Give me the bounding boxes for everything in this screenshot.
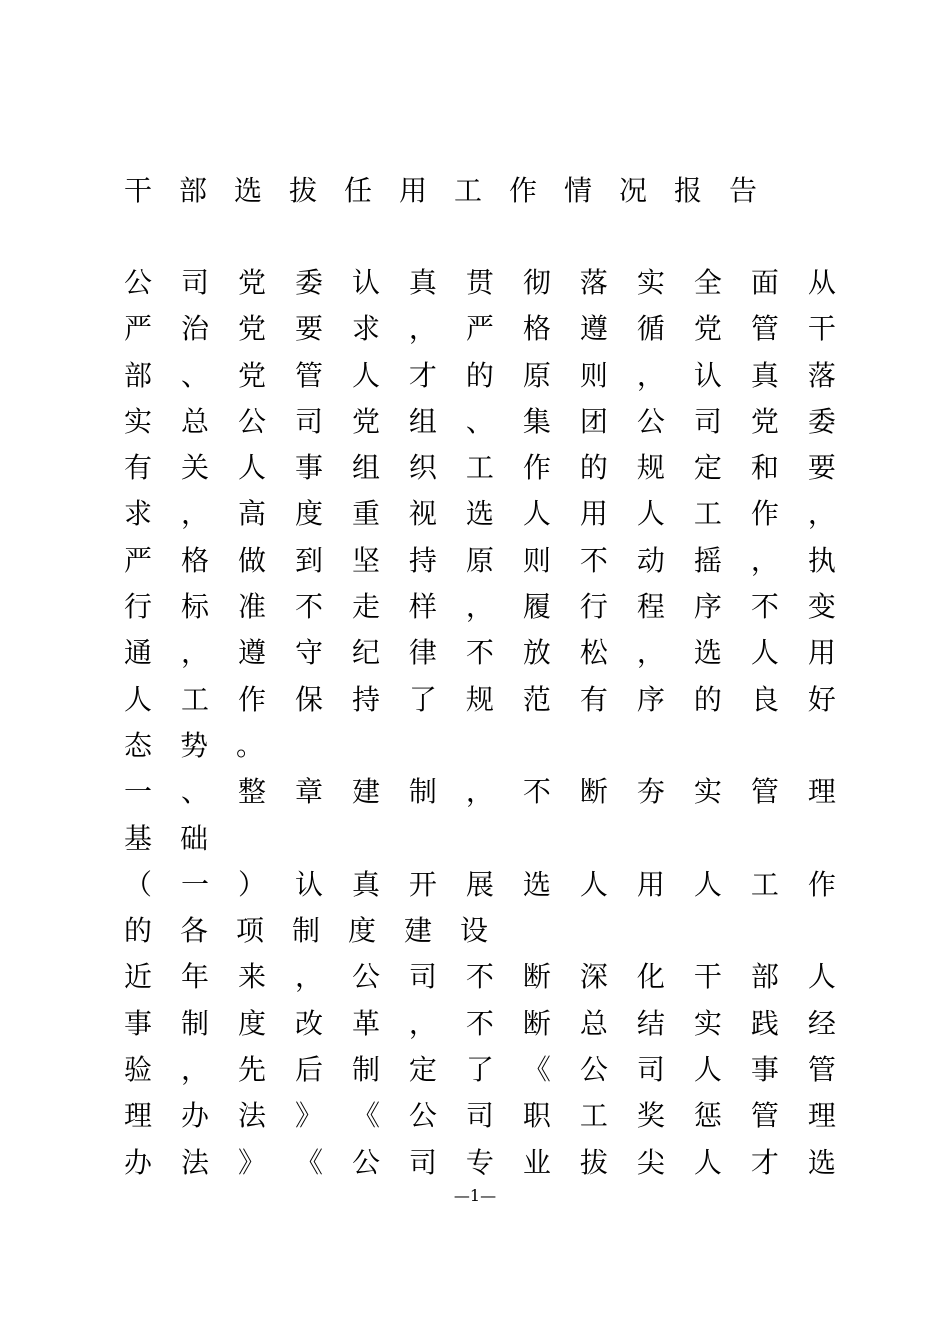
text-line: 有 关 人 事 组 织 工 作 的 规 定 和 要 bbox=[124, 451, 836, 485]
text-line: 事 制 度 改 革 ， 不 断 总 结 实 践 经 bbox=[124, 1006, 836, 1040]
text-line: 理 办 法 》 《 公 司 职 工 奖 惩 管 理 bbox=[124, 1099, 836, 1133]
text-line: 求 ， 高 度 重 视 选 人 用 人 工 作 ， bbox=[124, 497, 836, 531]
text-line: 人 工 作 保 持 了 规 范 有 序 的 良 好 bbox=[124, 682, 836, 716]
text-line: 行 标 准 不 走 样 ， 履 行 程 序 不 变 bbox=[124, 590, 836, 624]
document-body bbox=[124, 262, 836, 1188]
text-line: 近 年 来 ， 公 司 不 断 深 化 干 部 人 bbox=[124, 960, 836, 994]
page-number: —1— bbox=[453, 1186, 497, 1205]
text-line: 态 势 。 bbox=[124, 728, 265, 762]
text-line: 的 各 项 制 度 建 设 bbox=[124, 914, 489, 948]
text-line: 严 治 党 要 求 ， 严 格 遵 循 党 管 干 bbox=[124, 312, 836, 346]
text-line: 实 总 公 司 党 组 、 集 团 公 司 党 委 bbox=[124, 404, 836, 438]
text-line: 办 法 》 《 公 司 专 业 拔 尖 人 才 选 bbox=[124, 1145, 836, 1179]
text-line: 严 格 做 到 坚 持 原 则 不 动 摇 ， 执 bbox=[124, 543, 836, 577]
text-line: （ 一 ） 认 真 开 展 选 人 用 人 工 作 bbox=[124, 867, 836, 901]
text-line: 公 司 党 委 认 真 贯 彻 落 实 全 面 从 bbox=[124, 266, 836, 299]
text-line: 部 、 党 管 人 才 的 原 则 ， 认 真 落 bbox=[124, 358, 836, 392]
text-line: 验 ， 先 后 制 定 了 《 公 司 人 事 管 bbox=[124, 1053, 836, 1087]
text-line: 一 、 整 章 建 制 ， 不 断 夯 实 管 理 bbox=[124, 775, 836, 809]
text-line: 基 础 bbox=[124, 821, 209, 855]
text-line: 通 ， 遵 守 纪 律 不 放 松 ， 选 人 用 bbox=[124, 636, 836, 670]
document-title: 干部选拔任用工作情况报告 bbox=[124, 174, 785, 207]
